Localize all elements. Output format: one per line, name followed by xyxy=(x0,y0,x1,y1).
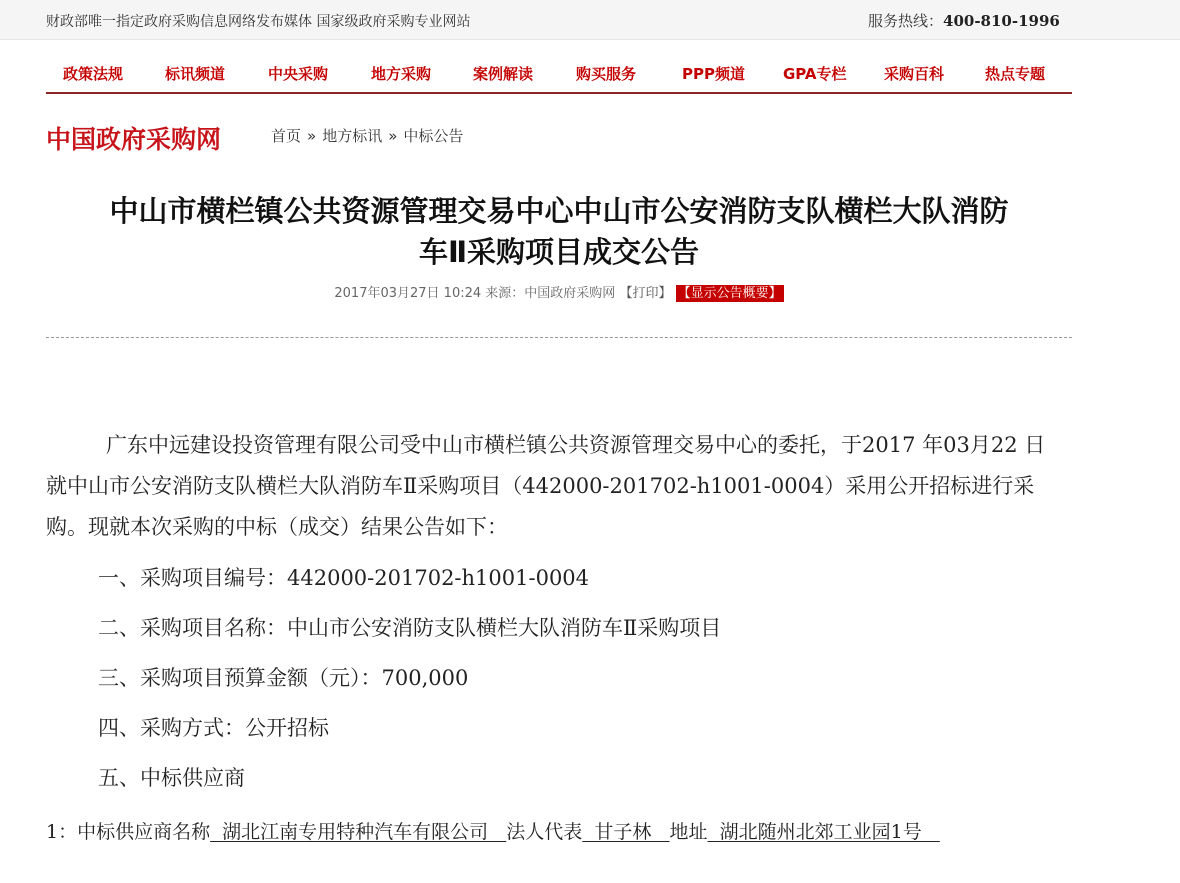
nav-item-central-procurement[interactable]: 中央采购 xyxy=(268,65,329,83)
supplier-details xyxy=(46,816,1056,849)
article-meta xyxy=(46,282,1072,301)
nav-item-encyclopedia[interactable]: 采购百科 xyxy=(884,65,945,83)
address-label: 地址 xyxy=(669,821,708,843)
article-source: 来源：中国政府采购网 xyxy=(485,286,616,301)
breadcrumb-separator: » xyxy=(388,127,398,145)
nav-item-policy[interactable]: 政策法规 xyxy=(63,65,124,83)
item-project-number: 一、采购项目编号：442000-201702-h1001-0004 xyxy=(98,566,590,590)
nav-item-tender-channel[interactable]: 标讯频道 xyxy=(165,65,226,83)
item-budget: 三、采购项目预算金额（元）：700,000 xyxy=(98,666,469,690)
legal-rep: 甘子林 xyxy=(582,821,670,843)
breadcrumb-separator: » xyxy=(307,127,317,145)
item-project-name: 二、采购项目名称：中山市公安消防支队横栏大队消防车Ⅱ采购项目 xyxy=(98,616,722,640)
intro-paragraph: 广东中远建设投资管理有限公司受中山市横栏镇公共资源管理交易中心的委托，于2017 年03月22 日就中山市公安消防支队横栏大队消防车Ⅱ采购项目（442000-201702-h1001-0004）采用公开招标进行采购。现就本次采购的中标（成交）结果公告如下： xyxy=(46,433,1046,539)
article-title-line1: 中山市横栏镇公共资源管理交易中心中山市公安消防支队横栏大队消防 xyxy=(109,194,1009,228)
service-hotline xyxy=(868,10,1060,31)
publish-datetime: 2017年03月27日 10:24 xyxy=(334,286,482,301)
nav-item-purchase-service[interactable]: 购买服务 xyxy=(576,65,637,83)
breadcrumb-home[interactable]: 首页 xyxy=(271,127,302,145)
hotline-number: 400-810-1996 xyxy=(943,12,1060,30)
hotline-label: 服务热线： xyxy=(868,12,944,30)
supplier-prefix: 1：中标供应商名称 xyxy=(46,821,211,843)
dashed-divider xyxy=(46,337,1072,338)
site-slogan: 财政部唯一指定政府采购信息网络发布媒体 国家级政府采购专业网站 xyxy=(46,14,471,30)
article-title-line2: 车Ⅱ采购项目成交公告 xyxy=(418,235,700,269)
legal-rep-label: 法人代表 xyxy=(506,821,583,843)
nav-item-gpa[interactable]: GPA专栏 xyxy=(783,65,847,83)
breadcrumb xyxy=(271,125,463,146)
nav-item-local-procurement[interactable]: 地方采购 xyxy=(371,65,432,83)
site-logo[interactable]: 中国政府采购网 xyxy=(46,125,222,154)
breadcrumb-local-tender[interactable]: 地方标讯 xyxy=(322,127,383,145)
show-summary-button[interactable]: 【显示公告概要】 xyxy=(677,286,782,301)
nav-item-hot-topics[interactable]: 热点专题 xyxy=(985,65,1046,83)
nav-item-ppp[interactable]: PPP频道 xyxy=(682,65,745,83)
top-info-bar xyxy=(0,0,1180,40)
item-method: 四、采购方式：公开招标 xyxy=(98,716,329,740)
supplier-name: 湖北江南专用特种汽车有限公司 xyxy=(210,821,507,843)
item-winning-supplier: 五、中标供应商 xyxy=(98,766,245,790)
supplier-address: 湖北随州北郊工业园1号 xyxy=(707,821,940,843)
nav-item-case-study[interactable]: 案例解读 xyxy=(473,65,534,83)
breadcrumb-award-notice[interactable]: 中标公告 xyxy=(403,127,464,145)
print-button[interactable]: 【打印】 xyxy=(619,286,672,301)
article-title xyxy=(46,191,1072,273)
main-nav xyxy=(46,58,1072,94)
